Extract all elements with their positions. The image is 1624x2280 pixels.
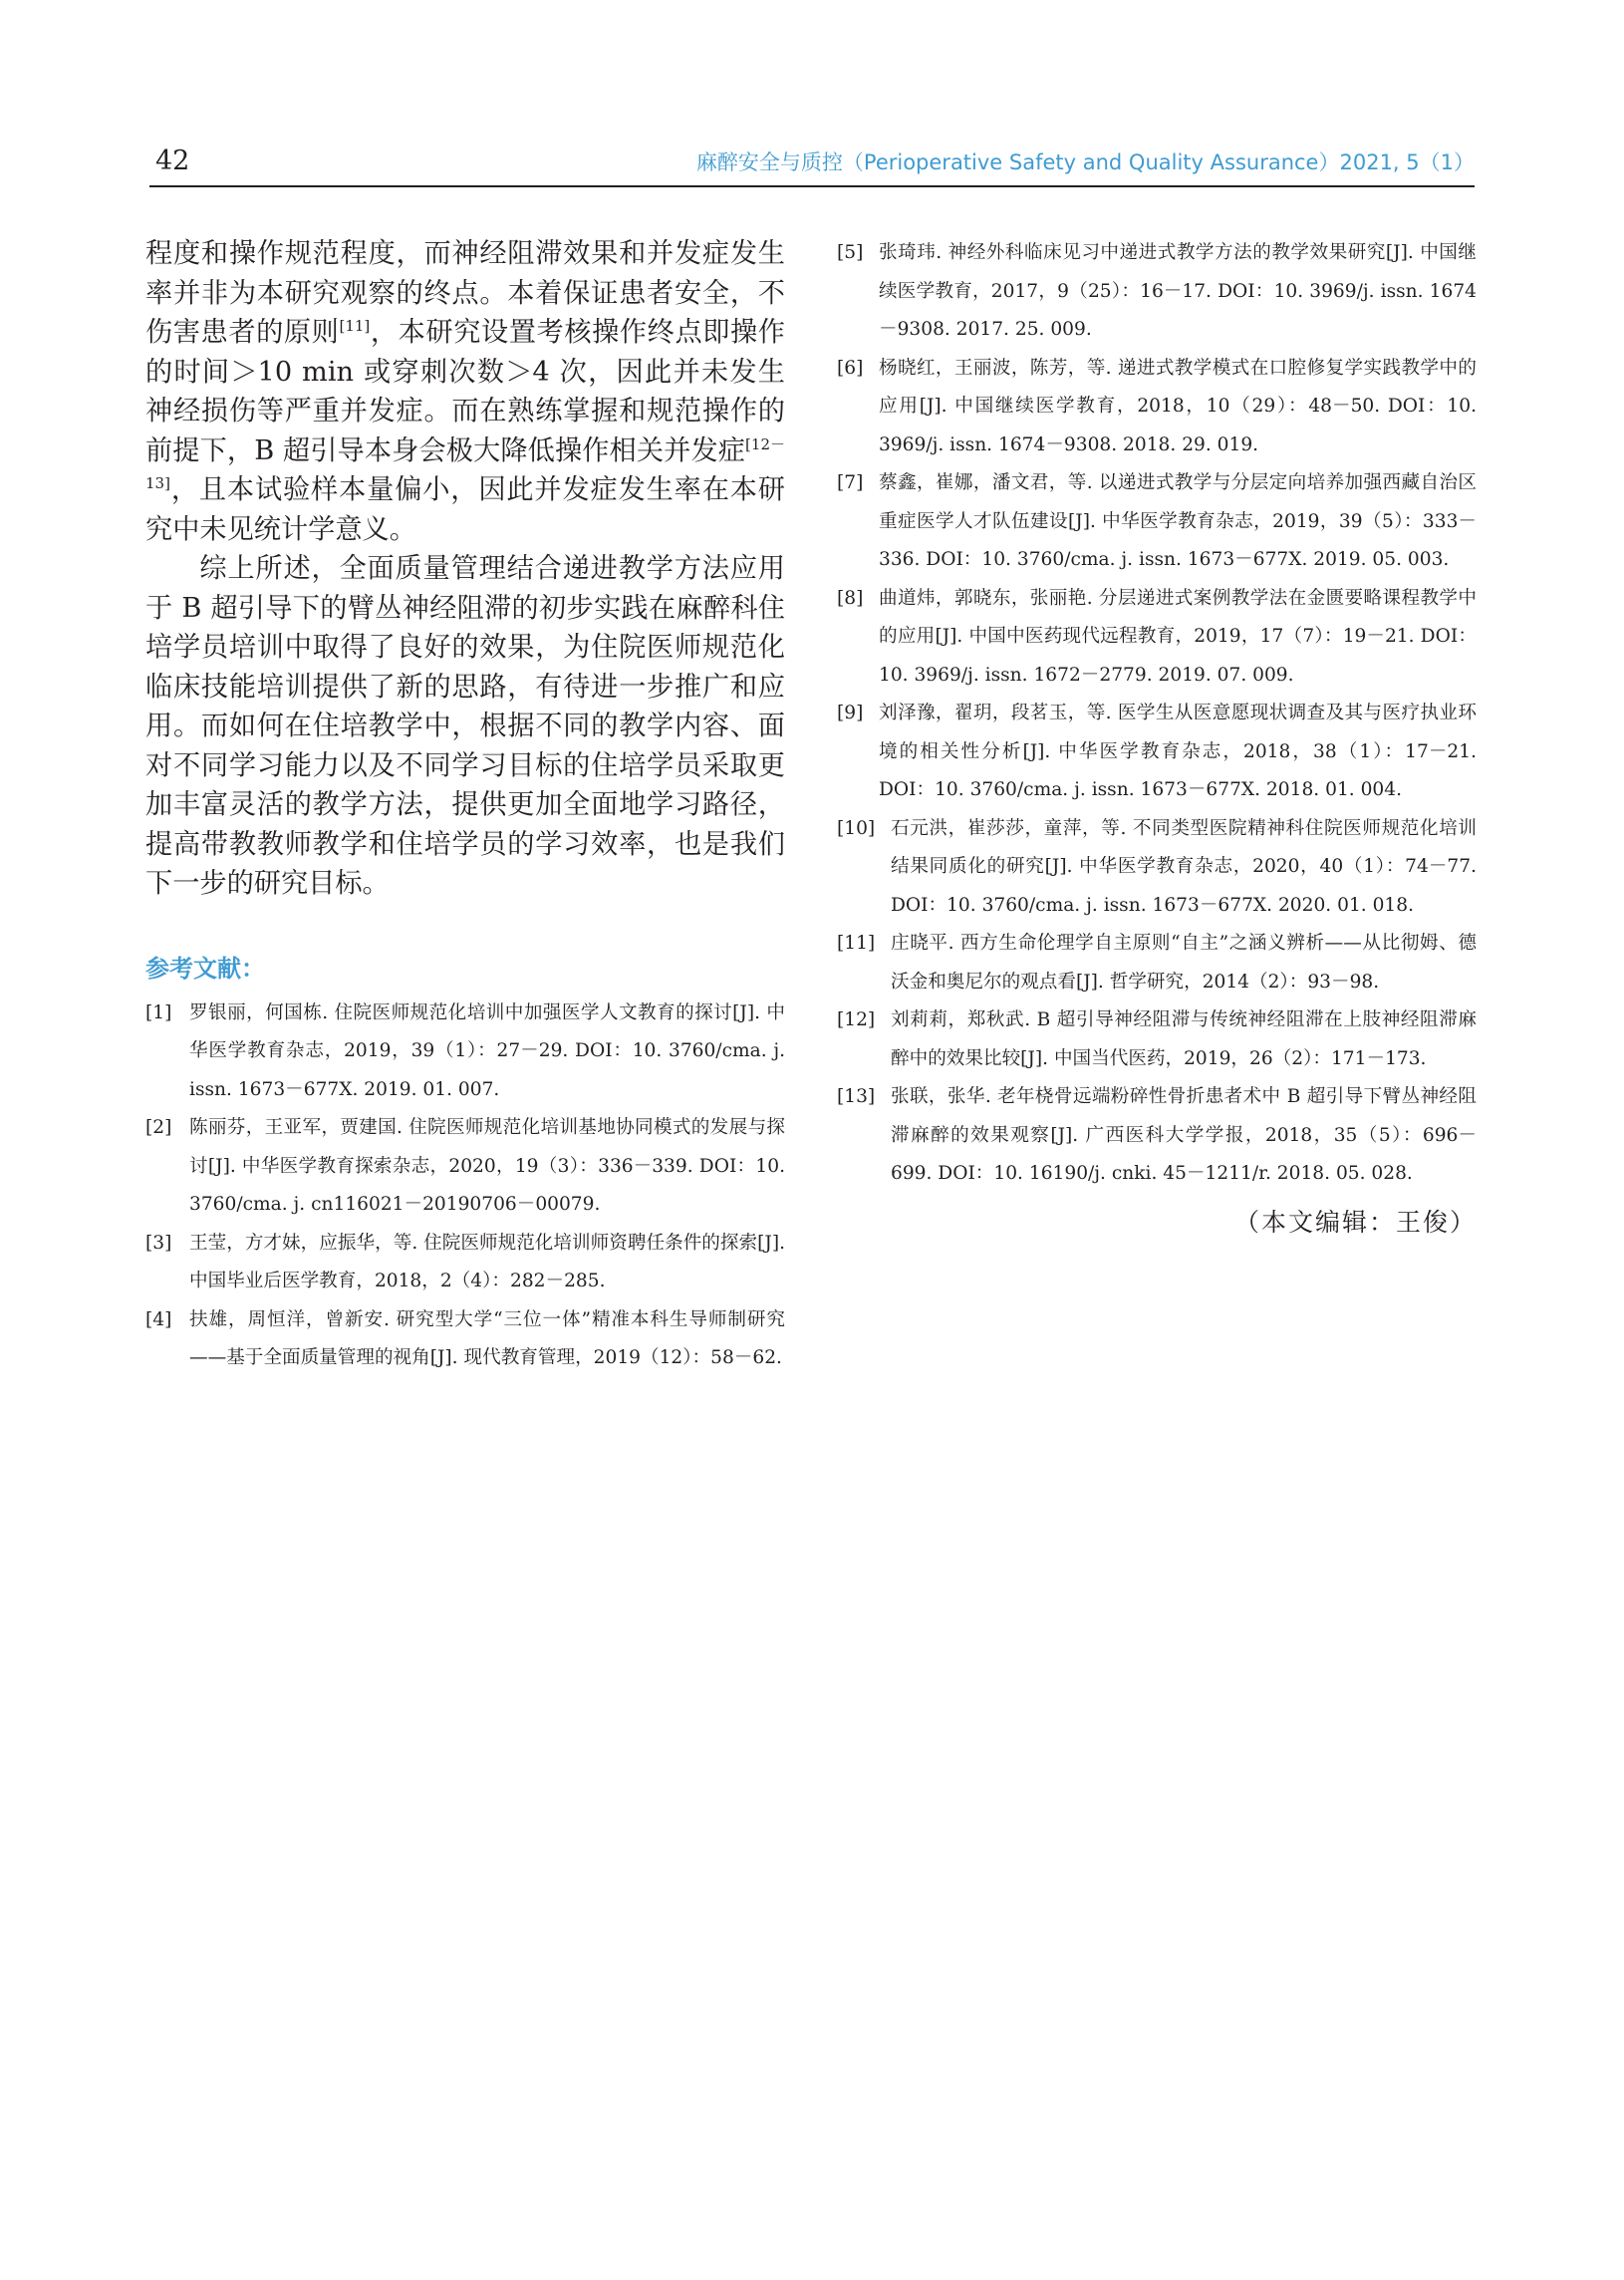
reference-number: [11] bbox=[837, 933, 876, 954]
reference-number: [1] bbox=[145, 1001, 172, 1023]
page-number: 42 bbox=[155, 145, 190, 176]
reference-item bbox=[145, 1225, 785, 1301]
reference-item bbox=[837, 464, 1477, 580]
reference-number: [10] bbox=[837, 817, 876, 839]
reference-number: [7] bbox=[837, 472, 864, 493]
paragraph-2: 综上所述，全面质量管理结合递进教学方法应用于 B 超引导下的臂丛神经阻滞的初步实践在麻醉科住培学员培训中取得了良好的效果，为住院医师规范化临床技能培训提供了新的思路，有待进一步推广和应用。而如何在住培教学中，根据不同的教学内容、面对不同学习能力以及不同学习目标的住培学员采取更加丰富灵活的教学方法，提供更加全面地学习路径，提高带教教师教学和住培学员的学习效率，也是我们下一步的研究目标。 bbox=[145, 553, 785, 899]
paragraph-1 bbox=[145, 234, 785, 549]
reference-text: 张联，张华. 老年桡骨远端粉碎性骨折患者术中 B 超引导下臂丛神经阻滞麻醉的效果观察[J]. 广西医科大学学报，2018，35（5）：696－699. DOI：10. 16190/j. cnki. 45－1211/r. 2018. 05. 028. bbox=[891, 1086, 1477, 1184]
reference-text: 刘泽豫，翟玥，段茗玉，等. 医学生从医意愿现状调查及其与医疗执业环境的相关性分析[J]. 中华医学教育杂志，2018，38（1）：17－21. DOI：10. 3760/cma. j. issn. 1673－677X. 2018. 01. 004. bbox=[879, 703, 1477, 800]
reference-item bbox=[145, 995, 785, 1110]
reference-item bbox=[837, 1078, 1477, 1194]
reference-text: 王莹，方才妹，应振华，等. 住院医师规范化培训师资聘任条件的探索[J]. 中国毕业后医学教育，2018，2（4）：282－285. bbox=[189, 1232, 785, 1291]
reference-number: [8] bbox=[837, 587, 864, 609]
citation-12-13: [12－13] bbox=[145, 434, 785, 492]
paragraph-1-part-a: 程度和操作规范程度，而神经阻滞效果和并发症发生率并非为本研究观察的终点。本着保证患者安全，不伤害患者的原则 bbox=[145, 238, 785, 348]
reference-item bbox=[145, 1109, 785, 1225]
reference-number: [2] bbox=[145, 1117, 172, 1138]
reference-number: [4] bbox=[145, 1308, 172, 1330]
reference-number: [9] bbox=[837, 703, 864, 723]
reference-text: 石元洪，崔莎莎，童萍，等. 不同类型医院精神科住院医师规范化培训结果同质化的研究[J]. 中华医学教育杂志，2020，40（1）：74－77. DOI：10. 3760/cma. j. issn. 1673－677X. 2020. 01. 018. bbox=[891, 817, 1477, 916]
reference-text: 杨晓红，王丽波，陈芳，等. 递进式教学模式在口腔修复学实践教学中的应用[J]. 中国继续医学教育，2018，10（29）：48－50. DOI：10. 3969/j. issn. 1674－9308. 2018. 29. 019. bbox=[879, 357, 1477, 455]
reference-number: [3] bbox=[145, 1232, 172, 1254]
reference-item bbox=[837, 350, 1477, 465]
page-header bbox=[0, 0, 1624, 189]
body-text bbox=[145, 234, 785, 904]
references-heading: 参考文献： bbox=[145, 954, 265, 983]
editor-note: （本文编辑：王俊） bbox=[1233, 1207, 1477, 1237]
paragraph-1-part-b: ，本研究设置考核操作终点即操作的时间＞10 min 或穿刺次数＞4 次，因此并未发生神经损伤等严重并发症。而在熟练掌握和规范操作的前提下，B 超引导本身会极大降低操作相关并发症 bbox=[145, 317, 785, 466]
reference-item bbox=[837, 234, 1477, 350]
right-column bbox=[837, 234, 1477, 1240]
reference-text: 曲道炜，郭晓东，张丽艳. 分层递进式案例教学法在金匮要略课程教学中的应用[J]. 中国中医药现代远程教育，2019，17（7）：19－21. DOI：10. 3969/j. issn. 1672－2779. 2019. 07. 009. bbox=[879, 587, 1477, 686]
reference-text: 庄晓平. 西方生命伦理学自主原则“自主”之涵义辨析——从比彻姆、德沃金和奥尼尔的观点看[J]. 哲学研究，2014（2）：93－98. bbox=[891, 933, 1477, 993]
paragraph-1-part-c: ，且本试验样本量偏小，因此并发症发生率在本研究中未见统计学意义。 bbox=[145, 474, 785, 545]
reference-number: [6] bbox=[837, 357, 864, 379]
reference-text: 陈丽芬，王亚军，贾建国. 住院医师规范化培训基地协同模式的发展与探讨[J]. 中华医学教育探索杂志，2020，19（3）：336－339. DOI：10. 3760/cma. j. cn116021－20190706－00079. bbox=[189, 1117, 785, 1215]
citation-11: [11] bbox=[339, 316, 371, 335]
left-column bbox=[145, 234, 785, 1378]
reference-item bbox=[145, 1301, 785, 1378]
reference-item bbox=[837, 695, 1477, 810]
reference-text: 罗银丽，何国栋. 住院医师规范化培训中加强医学人文教育的探讨[J]. 中华医学教育杂志，2019，39（1）：27－29. DOI：10. 3760/cma. j. issn. 1673－677X. 2019. 01. 007. bbox=[189, 1001, 785, 1100]
reference-text: 刘莉莉，郑秋武. B 超引导神经阻滞与传统神经阻滞在上肢神经阻滞麻醉中的效果比较[J]. 中国当代医药，2019，26（2）：171－173. bbox=[891, 1009, 1477, 1069]
reference-text: 蔡鑫，崔娜，潘文君，等. 以递进式教学与分层定向培养加强西藏自治区重症医学人才队伍建设[J]. 中华医学教育杂志，2019，39（5）：333－336. DOI：10. 3760/cma. j. issn. 1673－677X. 2019. 05. 003. bbox=[879, 472, 1477, 570]
header-rule bbox=[149, 185, 1475, 187]
reference-item bbox=[837, 580, 1477, 696]
reference-number: [12] bbox=[837, 1009, 876, 1030]
reference-number: [13] bbox=[837, 1086, 876, 1107]
reference-item bbox=[837, 925, 1477, 1001]
reference-item bbox=[837, 810, 1477, 926]
journal-title: 麻醉安全与质控（Perioperative Safety and Quality Assurance）2021, 5（1） bbox=[695, 150, 1475, 174]
reference-number: [5] bbox=[837, 242, 864, 263]
reference-text: 张琦玮. 神经外科临床见习中递进式教学方法的教学效果研究[J]. 中国继续医学教育，2017，9（25）：16－17. DOI：10. 3969/j. issn. 1674－9308. 2017. 25. 009. bbox=[879, 242, 1477, 340]
reference-item bbox=[837, 1001, 1477, 1078]
reference-text: 扶雄，周恒洋，曾新安. 研究型大学“三位一体”精准本科生导师制研究 ——基于全面质量管理的视角[J]. 现代教育管理，2019（12）：58－62. bbox=[189, 1308, 785, 1368]
